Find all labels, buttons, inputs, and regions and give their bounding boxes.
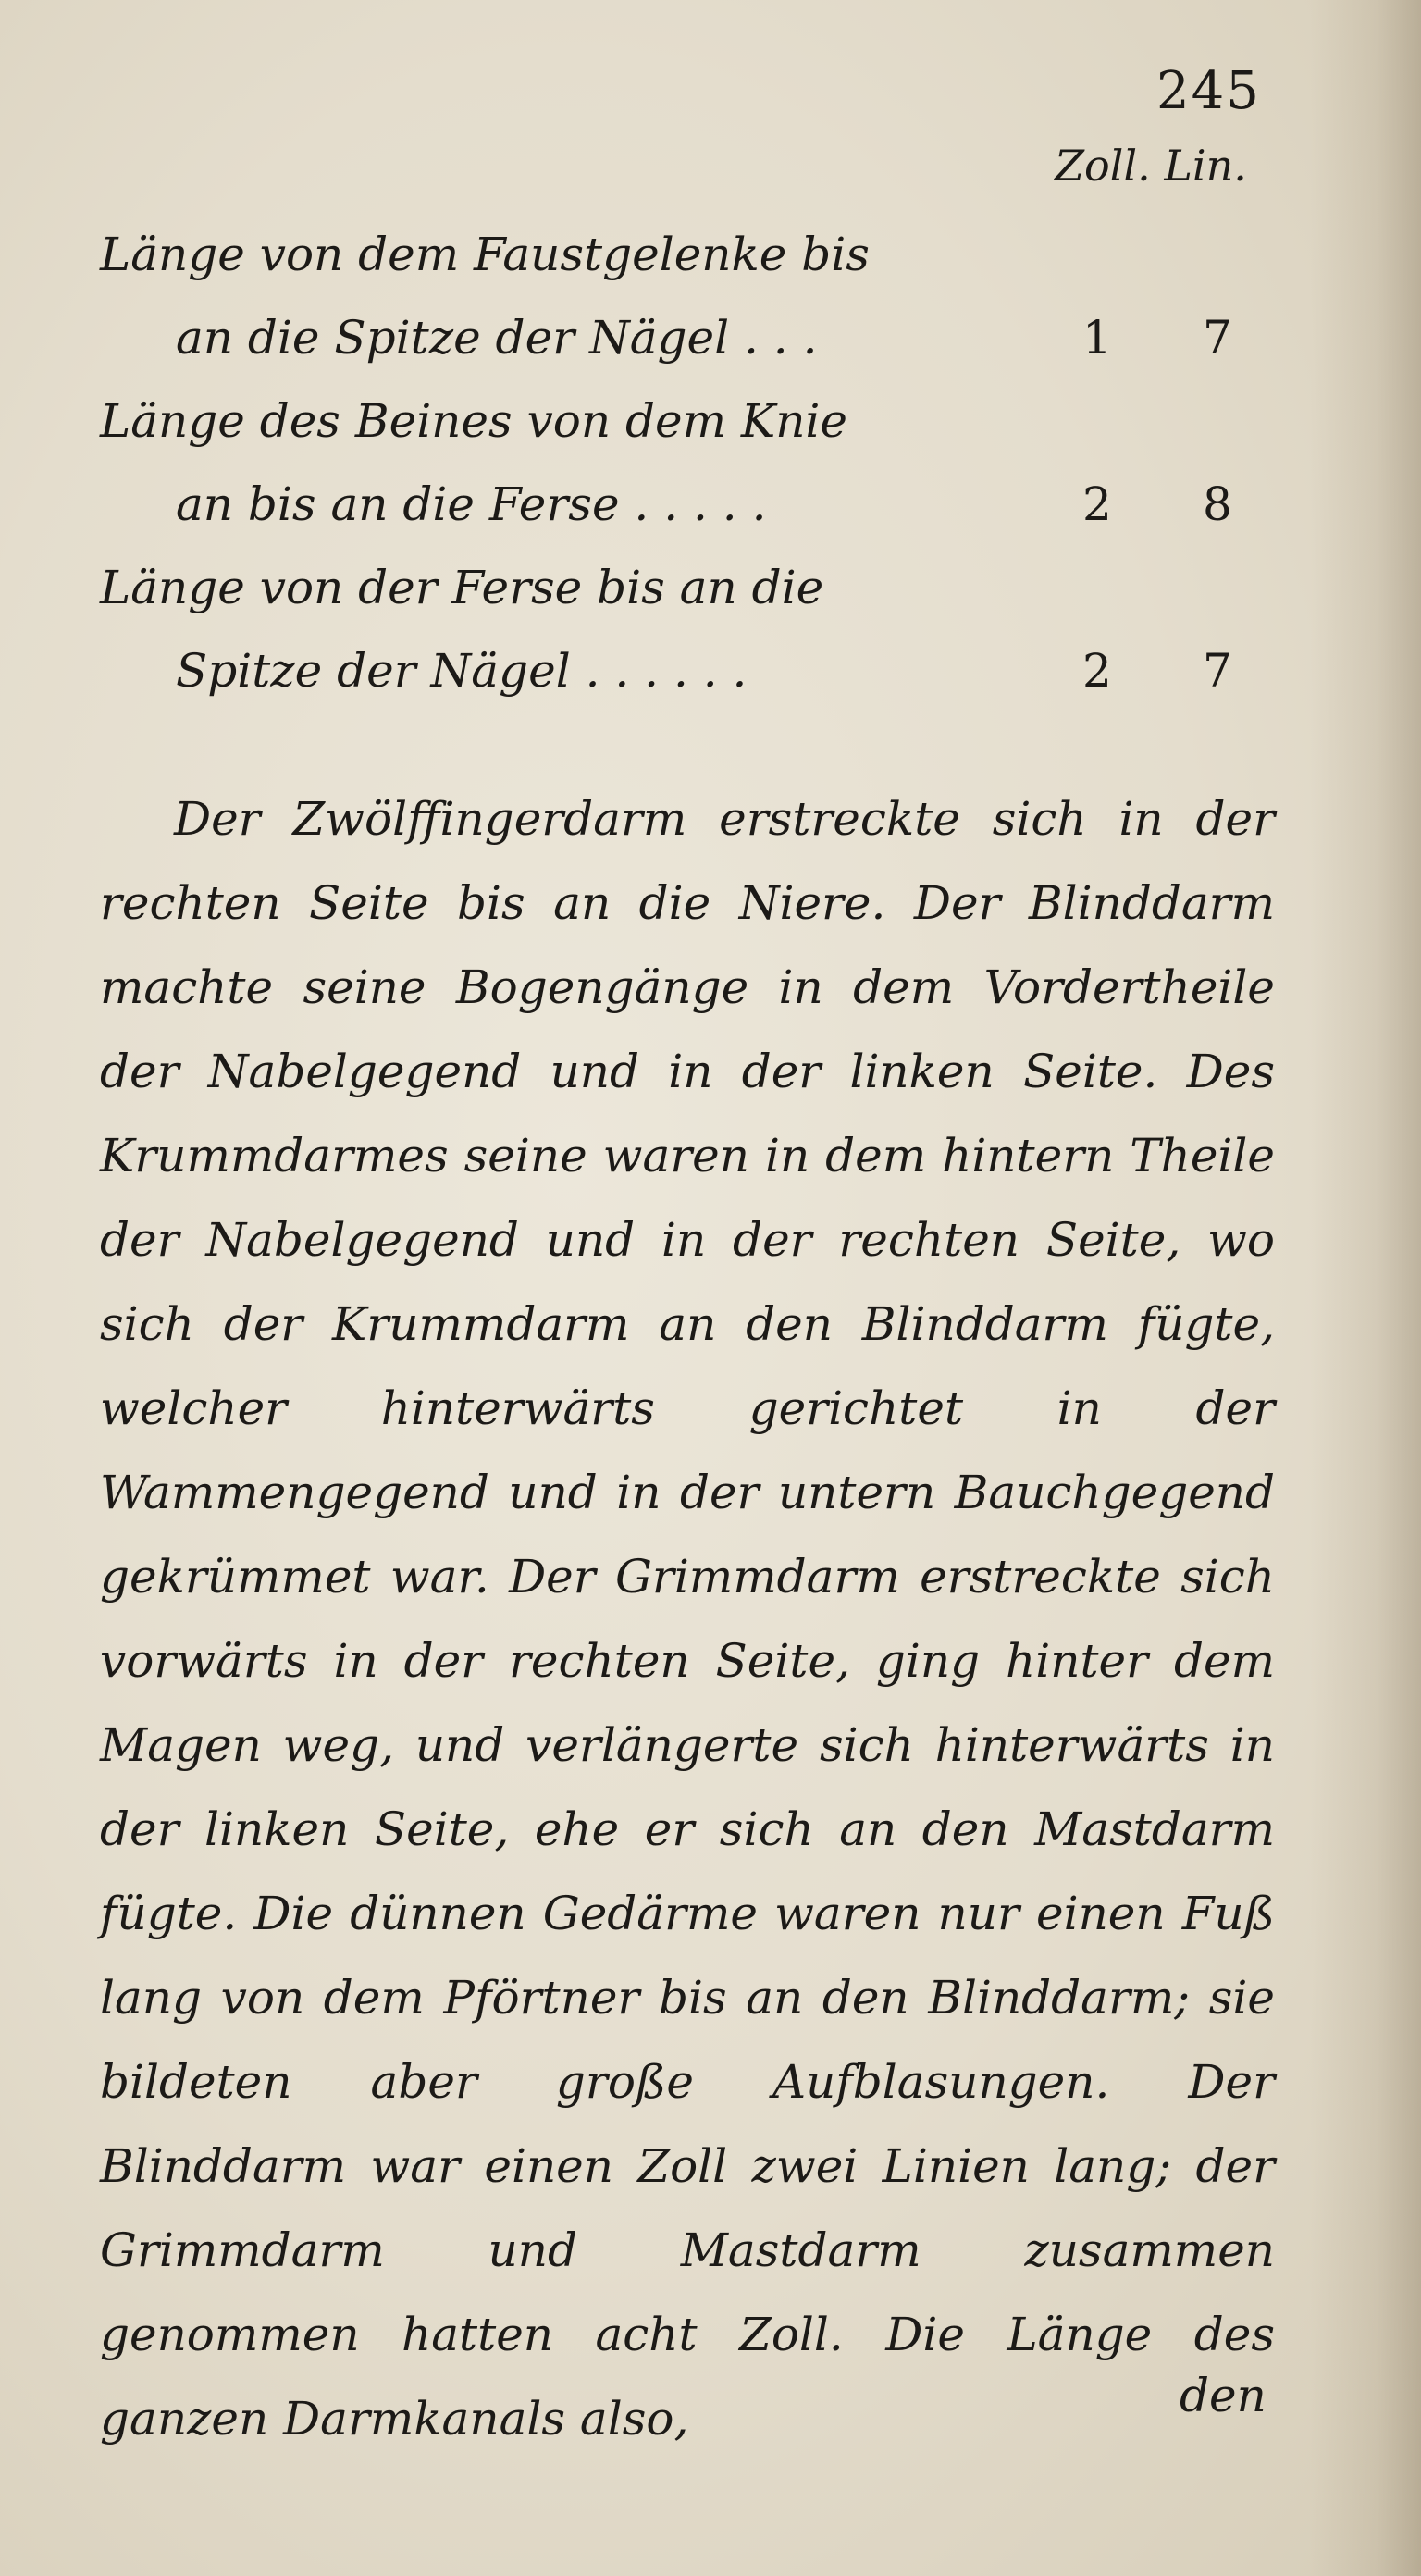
measurement-zoll-value: 2 <box>1082 644 1112 698</box>
measurement-label-line1: Länge des Beines von dem Knie <box>100 394 848 448</box>
page-gutter-shadow <box>1310 0 1421 2576</box>
body-paragraph: Der Zwölffingerdarm erstreckte sich in der rechten Seite bis an die Niere. Der Blinddarm machte seine Bogengänge in dem Vordertheile der Nabelgegend und in der linken Seite. Des Krummdarmes seine waren in dem hintern Theile der Nabelgegend und in der rechten Seite, wo sich der Krummdarm an den Blinddarm fügte, welcher hinterwärts gerichtet in der Wammengegend und in der untern Bauchgegend gekrümmet war. Der Grimmdarm erstreckte sich vorwärts in der rechten Seite, ging hinter dem Magen weg, und verlängerte sich hinterwärts in der linken Seite, ehe er sich an den Mastdarm fügte. Die dünnen Gedärme waren nur einen Fuß lang von dem Pförtner bis an den Blinddarm; sie bildeten aber große Aufblasungen. Der Blinddarm war einen Zoll zwei Linien lang; der Grimmdarm und Mastdarm zusammen genommen hatten acht Zoll. Die Länge des ganzen Darmkanals also, <box>100 792 1275 2446</box>
measurement-lin-value: 8 <box>1203 477 1232 531</box>
page-number: 245 <box>1156 61 1261 121</box>
measurement-label-line1: Länge von der Ferse bis an die <box>100 561 824 614</box>
measurement-lin-value: 7 <box>1203 311 1232 365</box>
measurement-label-line2: an die Spitze der Nägel . . . <box>176 311 818 365</box>
unit-column-header: Zoll. Lin. <box>1055 141 1247 191</box>
measurement-label-line2: an bis an die Ferse . . . . . <box>176 477 767 531</box>
measurement-label-line1: Länge von dem Faustgelenke bis <box>100 228 870 281</box>
measurement-lin-value: 7 <box>1203 644 1232 698</box>
measurement-zoll-value: 2 <box>1082 477 1112 531</box>
measurement-label-line2: Spitze der Nägel . . . . . . <box>176 644 748 698</box>
measurement-zoll-value: 1 <box>1082 311 1112 365</box>
catchword: den <box>1180 2369 1267 2422</box>
